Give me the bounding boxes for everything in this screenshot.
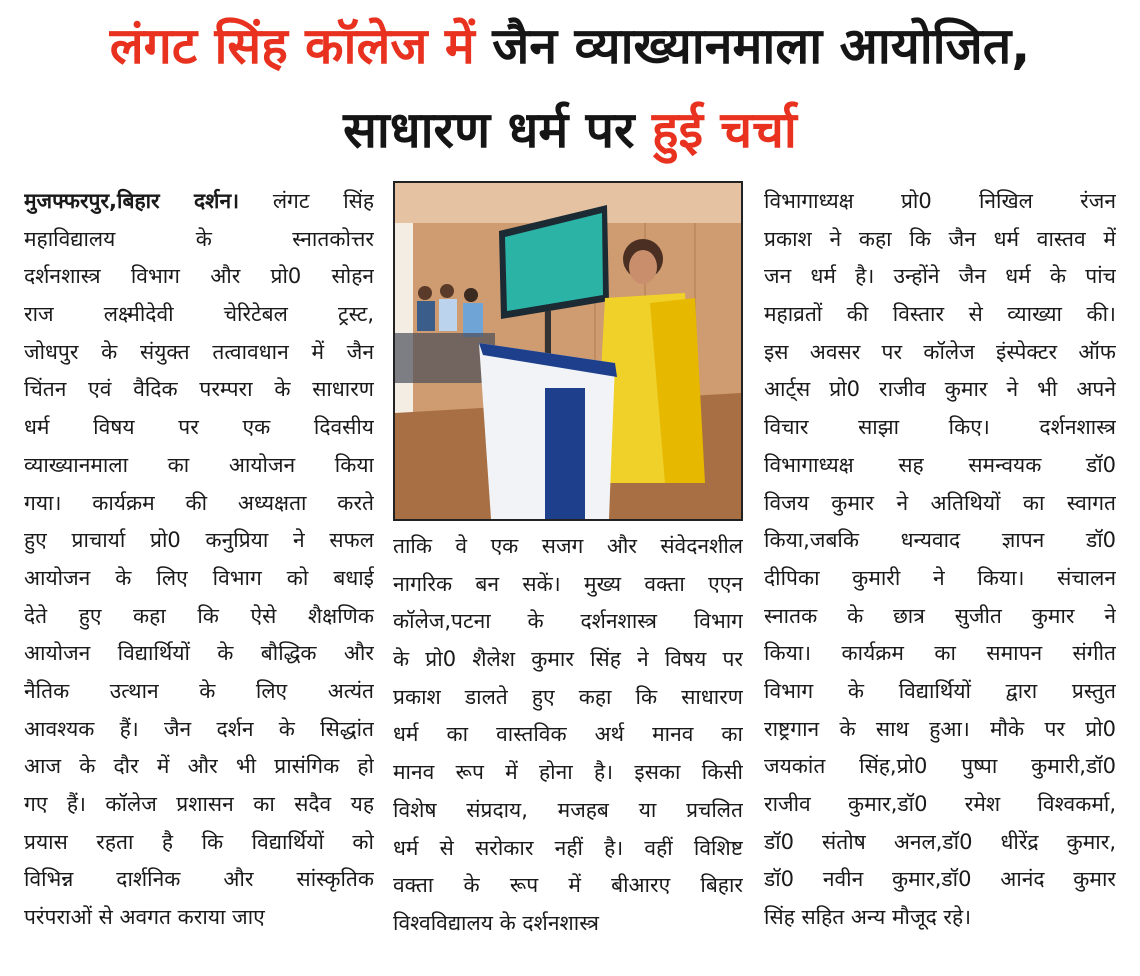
article-line-text: वक्ता के रूप में बीआरए बिहार (393, 873, 743, 898)
article-line (393, 566, 743, 604)
headline-red-part: लंगट सिंह कॉलेज में (109, 17, 475, 75)
article-line (764, 447, 1116, 485)
article-line (24, 560, 374, 598)
article-line-text: प्रयास रहता है कि विद्यार्थियों को (24, 829, 374, 854)
article-line-text: राजीव कुमार,डॉ0 रमेश विश्वकर्मा, (764, 792, 1116, 816)
headline-black-part-2: साधारण धर्म पर (343, 101, 635, 159)
event-photo (393, 181, 743, 521)
article-line-text: प्रकाश डालते हुए कहा कि साधारण (393, 684, 743, 709)
article-line (24, 221, 374, 259)
article-line-text: दर्शनशास्त्र विभाग और प्रो0 सोहन (24, 264, 374, 289)
article-line (24, 899, 374, 937)
article-line (24, 334, 374, 372)
headline-line-2 (0, 98, 1140, 162)
article-line-text: विभागाध्यक्ष सह समन्वयक डॉ0 (764, 452, 1116, 477)
article-line-text: डॉ0 नवीन कुमार,डॉ0 आनंद कुमार (764, 867, 1116, 892)
article-line (24, 447, 374, 485)
article-line (24, 598, 374, 636)
article-line-text: किया,जबकि धन्यवाद ज्ञापन डॉ0 (764, 528, 1116, 553)
article-line (24, 296, 374, 334)
article-column-2 (393, 528, 743, 943)
article-line (24, 409, 374, 447)
article-line-text: विश्वविद्यालय के दर्शनशास्त्र (393, 910, 599, 935)
article-line (764, 824, 1116, 862)
article-line (764, 221, 1116, 259)
article-line-text: धर्म का वास्तविक अर्थ मानव का (393, 722, 743, 747)
article-line-text: नैतिक उत्थान के लिए अत्यंत (24, 678, 374, 703)
article-line (764, 485, 1116, 523)
article-line (764, 748, 1116, 786)
article-line-text: चिंतन एवं वैदिक परम्परा के साधारण (24, 377, 374, 402)
article-line (24, 485, 374, 523)
article-line (764, 334, 1116, 372)
article-line-text: जयकांत सिंह,प्रो0 पुष्पा कुमारी,डॉ0 (764, 754, 1116, 779)
article-line-text: ताकि वे एक सजग और संवेदनशील (393, 534, 743, 558)
article-line-text: जोधपुर के संयुक्त तत्वावधान में जैन (24, 339, 374, 364)
article-line-text: राज लक्ष्मीदेवी चेरिटेबल ट्रस्ट, (24, 302, 374, 327)
article-line-text: गए हैं। कॉलेज प्रशासन का सदैव यह (24, 792, 374, 816)
article-line-text: के प्रो0 शैलेश कुमार सिंह ने विषय पर (393, 647, 743, 672)
article-line (393, 905, 743, 943)
article-line-text: धर्म विषय पर एक दिवसीय (24, 415, 374, 440)
article-line-text: गया। कार्यक्रम की अध्यक्षता करते (24, 490, 374, 515)
article-line-text: देते हुए कहा कि ऐसे शैक्षणिक (24, 603, 374, 628)
article-line-text: आर्ट्स प्रो0 राजीव कुमार ने भी अपने (764, 377, 1116, 402)
article-line (24, 748, 374, 786)
article-column-3 (764, 183, 1116, 937)
article-line-text: परंपराओं से अवगत कराया जाए (24, 905, 265, 930)
headline-black-part: जैन व्याख्यानमाला आयोजित, (492, 17, 1031, 75)
headline-line-1 (0, 14, 1140, 78)
article-line (393, 867, 743, 905)
article-line (24, 824, 374, 862)
article-line-text: विभागाध्यक्ष प्रो0 निखिल रंजन (764, 189, 1116, 213)
article-line (764, 522, 1116, 560)
article-line-text: नागरिक बन सकें। मुख्य वक्ता एएन (393, 571, 743, 596)
article-line-text: आयोजन के लिए विभाग को बधाई (24, 565, 374, 590)
article-line-text: सिंह सहित अन्य मौजूद रहे। (764, 905, 972, 930)
article-line (764, 711, 1116, 749)
article-line-text: व्याख्यानमाला का आयोजन किया (24, 452, 374, 477)
headline-red-part-2: हुई चर्चा (651, 101, 797, 159)
article-line (24, 258, 374, 296)
dateline: मुजफ्फरपुर,बिहार दर्शन। (24, 189, 240, 213)
article-line-text: महाव्रतों की विस्तार से व्याख्या की। (764, 302, 1116, 327)
article-line-text: आयोजन विद्यार्थियों के बौद्धिक और (24, 641, 374, 666)
article-line (24, 183, 374, 221)
article-line (764, 598, 1116, 636)
article-line-text: हुए प्राचार्या प्रो0 कनुप्रिया ने सफल (24, 528, 374, 553)
article-line (764, 861, 1116, 899)
article-line-text: विशेष संप्रदाय, मजहब या प्रचलित (393, 797, 743, 822)
article-line-text: प्रकाश ने कहा कि जैन धर्म वास्तव में (764, 226, 1116, 251)
article-line (393, 603, 743, 641)
article-line (764, 371, 1116, 409)
article-line (24, 786, 374, 824)
article-line-text: स्नातक के छात्र सुजीत कुमार ने (764, 603, 1116, 628)
article-line (764, 183, 1116, 221)
article-line (393, 830, 743, 868)
article-line (764, 560, 1116, 598)
article-line (24, 635, 374, 673)
article-column-1 (24, 183, 374, 937)
article-line-text: आवश्यक हैं। जैन दर्शन के सिद्धांत (24, 716, 374, 741)
article-line-text: लंगट सिंह (272, 189, 374, 213)
article-line-text: राष्ट्रगान के साथ हुआ। मौके पर प्रो0 (764, 716, 1116, 741)
article-line-text: इस अवसर पर कॉलेज इंस्पेक्टर ऑफ (764, 339, 1116, 364)
article-line-text: विभाग के विद्यार्थियों द्वारा प्रस्तुत (764, 678, 1116, 703)
article-line (393, 754, 743, 792)
article-line-text: महाविद्यालय के स्नातकोत्तर (24, 226, 374, 251)
article-line-text: दीपिका कुमारी ने किया। संचालन (764, 565, 1116, 590)
article-line (24, 522, 374, 560)
article-line (393, 679, 743, 717)
article-line (764, 296, 1116, 334)
article-line-text: धर्म से सरोकार नहीं है। वहीं विशिष्ट (393, 835, 743, 860)
article-line (24, 371, 374, 409)
article-line-text: डॉ0 संतोष अनल,डॉ0 धीरेंद्र कुमार, (764, 829, 1116, 854)
article-line-text: विजय कुमार ने अतिथियों का स्वागत (764, 490, 1116, 515)
article-line (764, 409, 1116, 447)
article-line-text: किया। कार्यक्रम का समापन संगीत (764, 641, 1116, 666)
article-line (24, 861, 374, 899)
article-line-text: कॉलेज,पटना के दर्शनशास्त्र विभाग (393, 609, 743, 634)
article-line-text: आज के दौर में और भी प्रासंगिक हो (24, 754, 374, 779)
article-line (24, 673, 374, 711)
article-line (24, 711, 374, 749)
article-line-text: विचार साझा किए। दर्शनशास्त्र (764, 415, 1116, 440)
article-line-text: जन धर्म है। उन्होंने जैन धर्म के पांच (764, 264, 1116, 289)
article-line-text: विभिन्न दार्शनिक और सांस्कृतिक (24, 867, 374, 892)
article-line (764, 673, 1116, 711)
article-line (393, 716, 743, 754)
article-line (764, 899, 1116, 937)
article-line (764, 635, 1116, 673)
article-line (393, 641, 743, 679)
article-line (764, 786, 1116, 824)
article-line-text: मानव रूप में होना है। इसका किसी (393, 760, 743, 785)
article-line (393, 528, 743, 566)
article-line (764, 258, 1116, 296)
article-line (393, 792, 743, 830)
